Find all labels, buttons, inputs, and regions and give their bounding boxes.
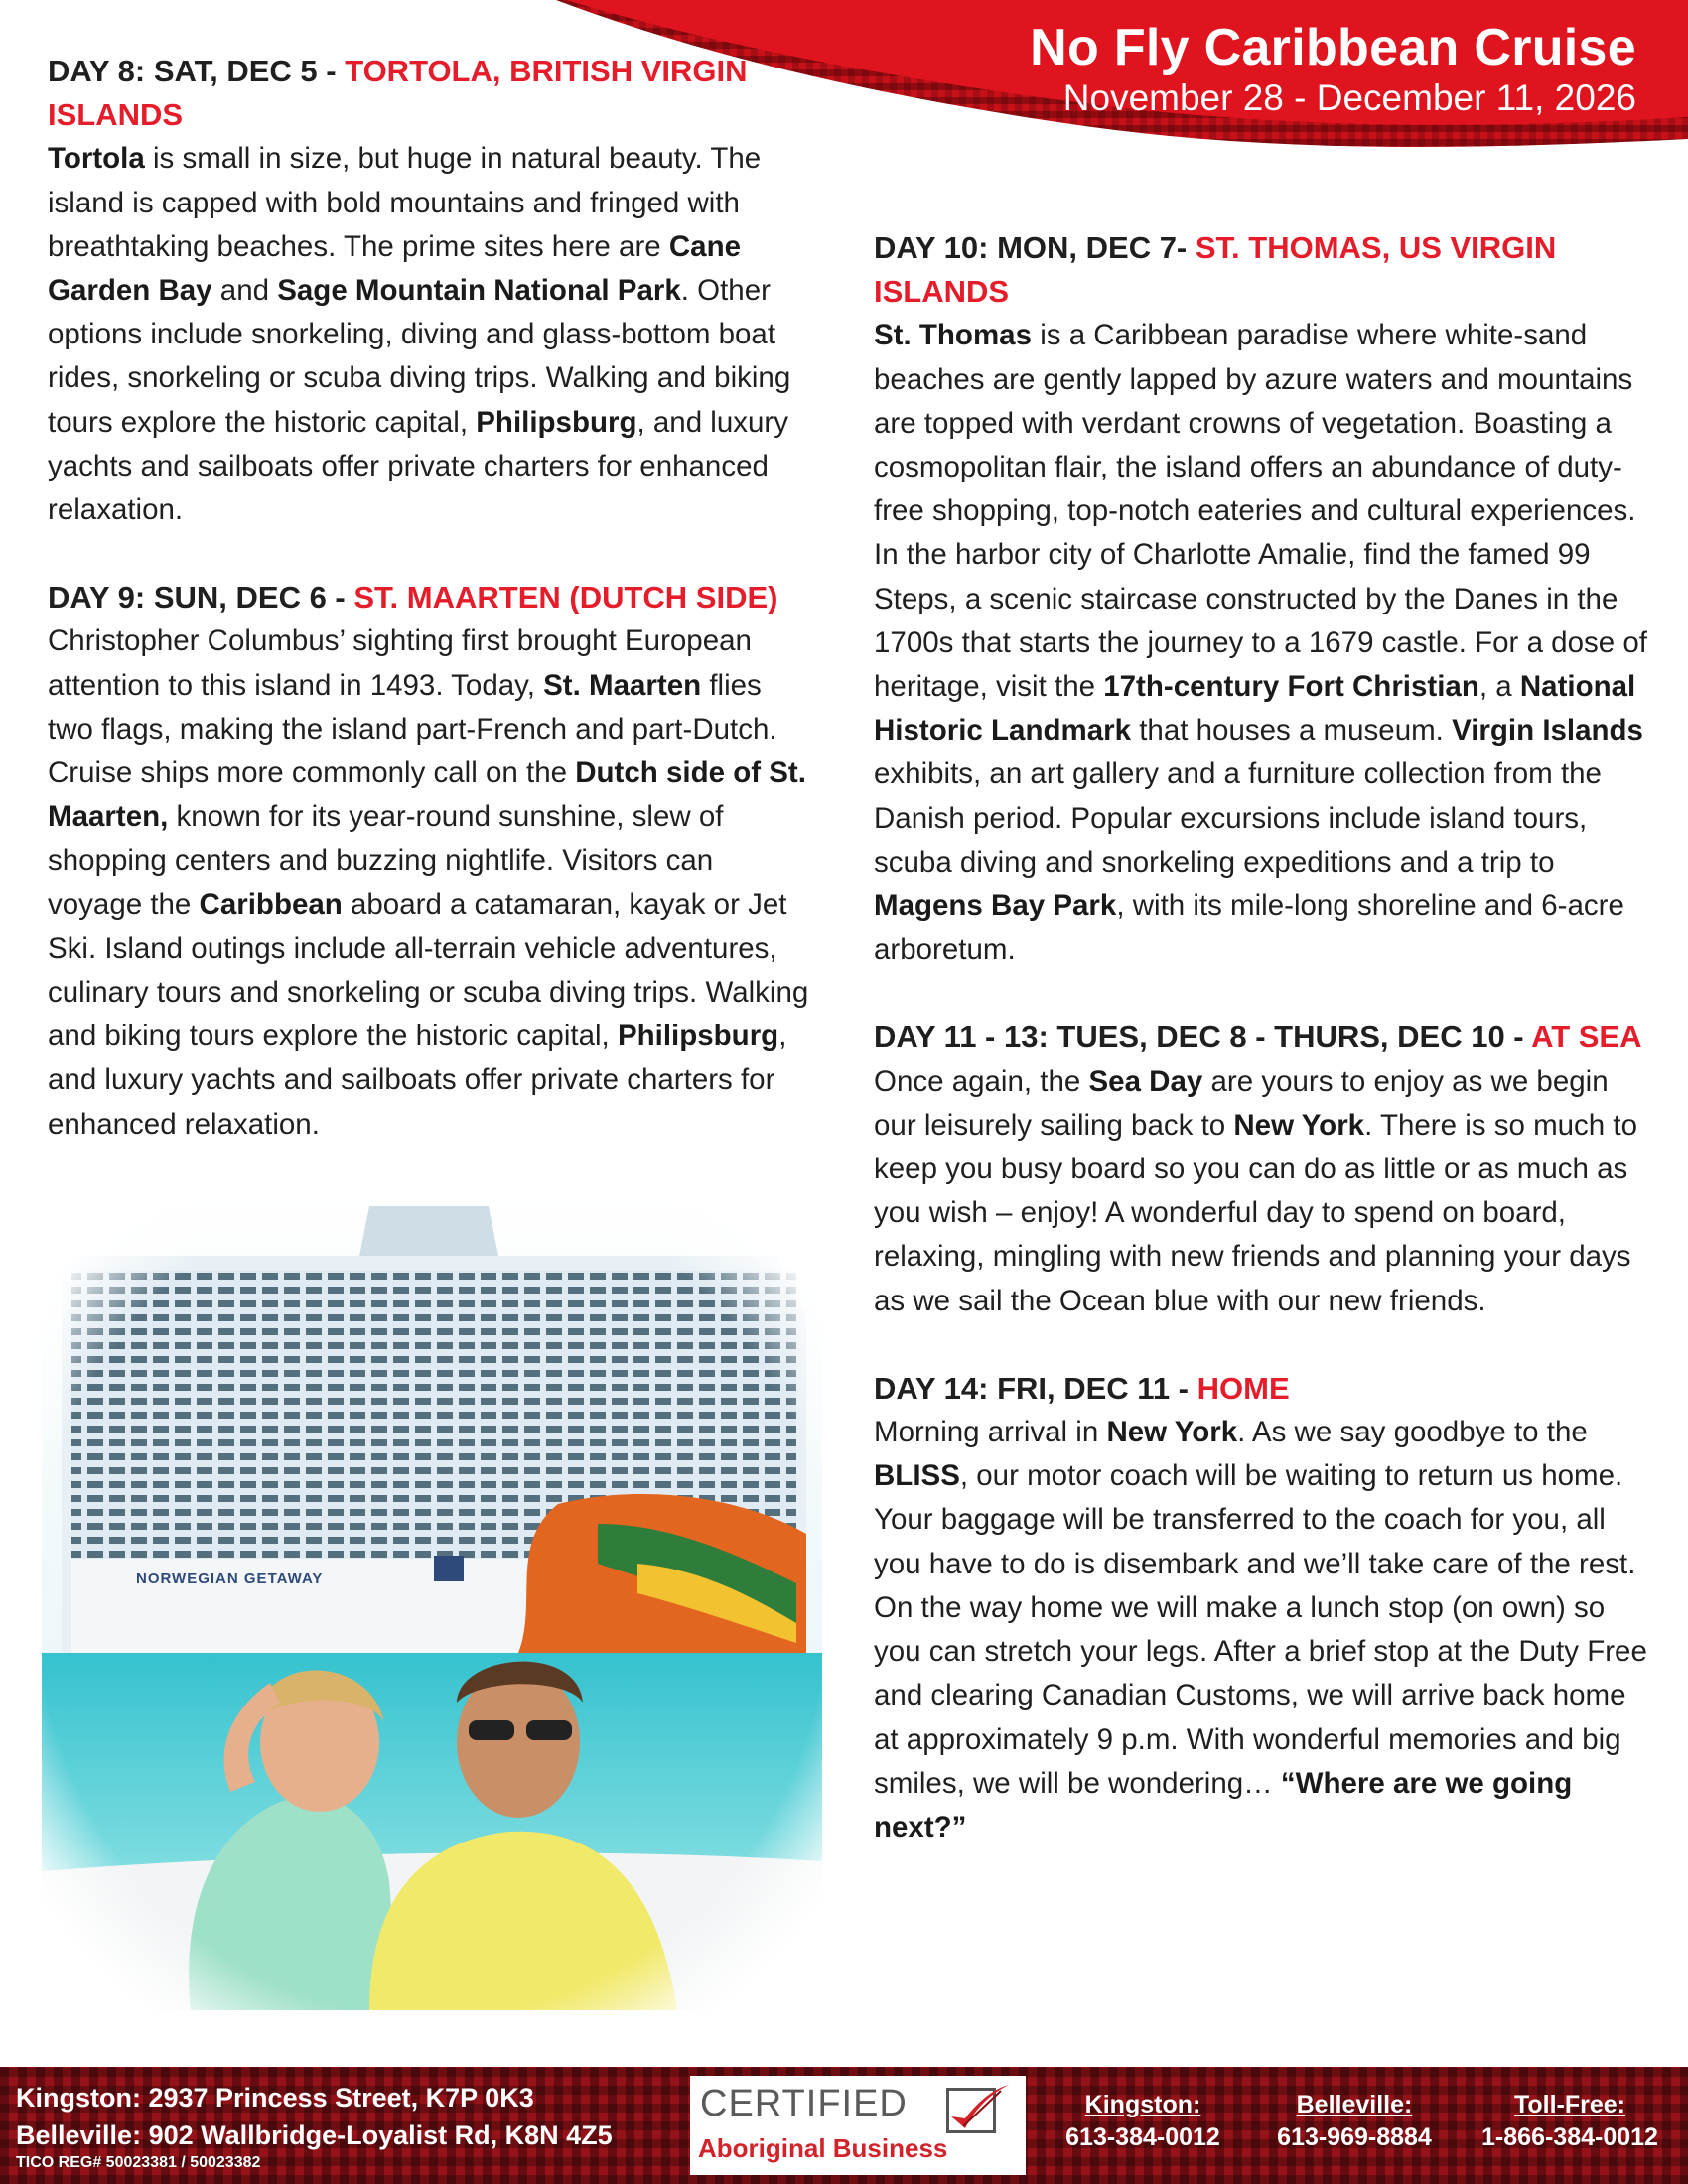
text-run: . As we say goodbye to the: [1237, 1416, 1588, 1449]
toll-free-phone-label: Toll-Free:: [1513, 2091, 1626, 2118]
text-run: and: [211, 274, 278, 308]
text-run: , and luxury yachts and sailboats offer private charters for enhanced relaxation.: [48, 1020, 787, 1141]
day-14-destination: HOME: [1196, 1370, 1290, 1406]
bold-text: “Where are we going next?”: [874, 1766, 1573, 1843]
feather-checkbox-icon: [946, 2088, 996, 2133]
day-11-text: [874, 1060, 1658, 1323]
bold-text: Tortola: [48, 142, 145, 176]
kingston-phone: [1045, 2089, 1241, 2154]
left-column: [48, 50, 812, 1190]
bold-text: Sea Day: [1088, 1064, 1203, 1098]
text-run: . Other options include snorkeling, diving and glass-bottom boat rides, snorkeling or scuba diving trips. Walking and biking tours explore the historic capital,: [48, 274, 791, 439]
day-8-heading: [48, 50, 812, 137]
certified-aboriginal-business-badge: [690, 2076, 1026, 2175]
footer-bar: [0, 2067, 1688, 2184]
text-run: , our motor coach will be waiting to return us home. Your baggage will be transferred to the coach for you, all you have to do is disembark and we’ll take care of the rest. On the way home we will make a lunch stop (on own) so you can stretch your legs. After a brief stop at the Duty Free and clearing Canadian Customs, we will arrive back home at approximately 9 p.m. With wonderful memories and big smiles, we will be wondering…: [874, 1459, 1647, 1800]
day-8-section: [48, 50, 812, 532]
day-8-text: [48, 137, 812, 532]
right-column: [874, 226, 1658, 1893]
bold-text: National Historic Landmark: [874, 670, 1636, 748]
bold-text: St. Maarten: [543, 668, 702, 702]
bold-text: Philipsburg: [617, 1020, 779, 1053]
day-14-section: [874, 1367, 1658, 1849]
belleville-address: Belleville: 902 Wallbridge-Loyalist Rd, K8N 4Z5: [16, 2120, 613, 2150]
text-run: is a Caribbean paradise where white-sand beaches are gently lapped by azure waters and mountains are topped with verdant crowns of vegetation. Boasting a cosmopolitan flair, the island offers an abundance of duty-free shopping, top-notch eateries and cultural experiences. In the harbor city of Charlotte Amalie, find the famed 99 Steps, a scenic staircase constructed by the Danes in the 1700s that starts the journey to a 1679 castle. For a dose of heritage, visit the: [874, 319, 1647, 704]
bold-text: Magens Bay Park: [874, 889, 1117, 923]
text-run: flies two flags, making the island part-French and part-Dutch. Cruise ships more commonly call on the: [48, 668, 777, 790]
day-10-date: DAY 10: MON, DEC 7-: [874, 230, 1196, 265]
belleville-phone-number[interactable]: 613-969-8884: [1277, 2123, 1432, 2151]
day-11-date: DAY 11 - 13: TUES, DEC 8 - THURS, DEC 10 -: [874, 1020, 1532, 1055]
day-10-text: [874, 314, 1658, 972]
day-8-date: DAY 8: SAT, DEC 5 -: [48, 54, 346, 88]
cruise-photo: [42, 1186, 822, 2010]
text-run: aboard a catamaran, kayak or Jet Ski. Island outings include all-terrain vehicle adventures, culinary tours and snorkeling or scuba diving trips. Walking and biking tours explore the historic capital,: [48, 887, 809, 1053]
day-9-heading: [48, 576, 812, 619]
day-11-section: [874, 1016, 1658, 1322]
bold-text: BLISS: [874, 1459, 960, 1493]
day-14-text: [874, 1411, 1658, 1849]
text-run: Christopher Columbus’ sighting first brought European attention to this island in 1493. Today,: [48, 624, 752, 702]
day-9-section: [48, 576, 812, 1147]
bold-text: Caribbean: [199, 887, 343, 921]
toll-free-phone-number[interactable]: 1-866-384-0012: [1481, 2123, 1658, 2151]
text-run: . There is so much to keep you busy board so you can do as little or as much as you wish – enjoy! A wonderful day to spend on board, relaxing, mingling with new friends and planning your days as we sail the Ocean blue with our new friends.: [874, 1108, 1637, 1317]
bold-text: New York: [1106, 1416, 1238, 1449]
belleville-phone-label: Belleville:: [1296, 2091, 1413, 2118]
text-run: known for its year-round sunshine, slew of shopping centers and buzzing nightlife. Visitors can voyage the: [48, 800, 724, 921]
bold-text: 17th-century Fort Christian: [1103, 670, 1479, 704]
kingston-phone-number[interactable]: 613-384-0012: [1065, 2123, 1220, 2151]
badge-subtitle: Aboriginal Business: [698, 2133, 948, 2163]
belleville-phone: [1256, 2089, 1453, 2154]
kingston-phone-label: Kingston:: [1084, 2091, 1201, 2118]
day-10-heading: [874, 226, 1658, 314]
bold-text: Philipsburg: [476, 405, 637, 439]
day-14-heading: [874, 1367, 1658, 1411]
day-14-date: DAY 14: FRI, DEC 11 -: [874, 1370, 1197, 1406]
tico-registration: TICO REG# 50023381 / 50023382: [16, 2154, 261, 2171]
page-title: No Fly Caribbean Cruise: [1030, 19, 1636, 76]
bold-text: Virgin Islands: [1452, 714, 1643, 748]
text-run: that houses a museum.: [1131, 714, 1453, 748]
bold-text: New York: [1233, 1108, 1365, 1142]
day-8-destination: TORTOLA, BRITISH VIRGIN ISLANDS: [48, 54, 748, 133]
bold-text: Sage Mountain National Park: [277, 274, 681, 308]
day-9-date: DAY 9: SUN, DEC 6 -: [48, 580, 354, 615]
text-run: Morning arrival in: [874, 1416, 1107, 1449]
kingston-address: Kingston: 2937 Princess Street, K7P 0K3: [16, 2083, 534, 2113]
day-11-destination: AT SEA: [1531, 1020, 1642, 1055]
day-10-destination: ST. THOMAS, US VIRGIN ISLANDS: [874, 230, 1557, 310]
trip-dates: November 28 - December 11, 2026: [1062, 77, 1636, 118]
day-9-text: [48, 619, 812, 1146]
bold-text: Dutch side of St. Maarten,: [48, 756, 806, 834]
text-run: is small in size, but huge in natural beauty. The island is capped with bold mountains and fringed with breathtaking beaches. The prime sites here are: [48, 142, 762, 263]
bold-text: St. Thomas: [874, 319, 1032, 352]
text-run: exhibits, an art gallery and a furniture collection from the Danish period. Popular excursions include island tours, scuba diving and snorkeling expeditions and a trip to: [874, 757, 1602, 879]
day-10-section: [874, 226, 1658, 972]
text-run: , with its mile-long shoreline and 6-acre arboretum.: [874, 889, 1624, 967]
text-run: , a: [1478, 670, 1520, 704]
day-11-heading: [874, 1016, 1658, 1059]
text-run: are yours to enjoy as we begin our leisurely sailing back to: [874, 1064, 1609, 1142]
day-9-destination: ST. MAARTEN (DUTCH SIDE): [353, 580, 778, 615]
text-run: , and luxury yachts and sailboats offer private charters for enhanced relaxation.: [48, 405, 788, 527]
toll-free-phone: [1462, 2089, 1678, 2154]
text-run: Once again, the: [874, 1064, 1089, 1098]
footer-addresses: [16, 2079, 613, 2172]
bold-text: Cane Garden Bay: [48, 229, 742, 308]
badge-word: CERTIFIED: [700, 2083, 908, 2124]
